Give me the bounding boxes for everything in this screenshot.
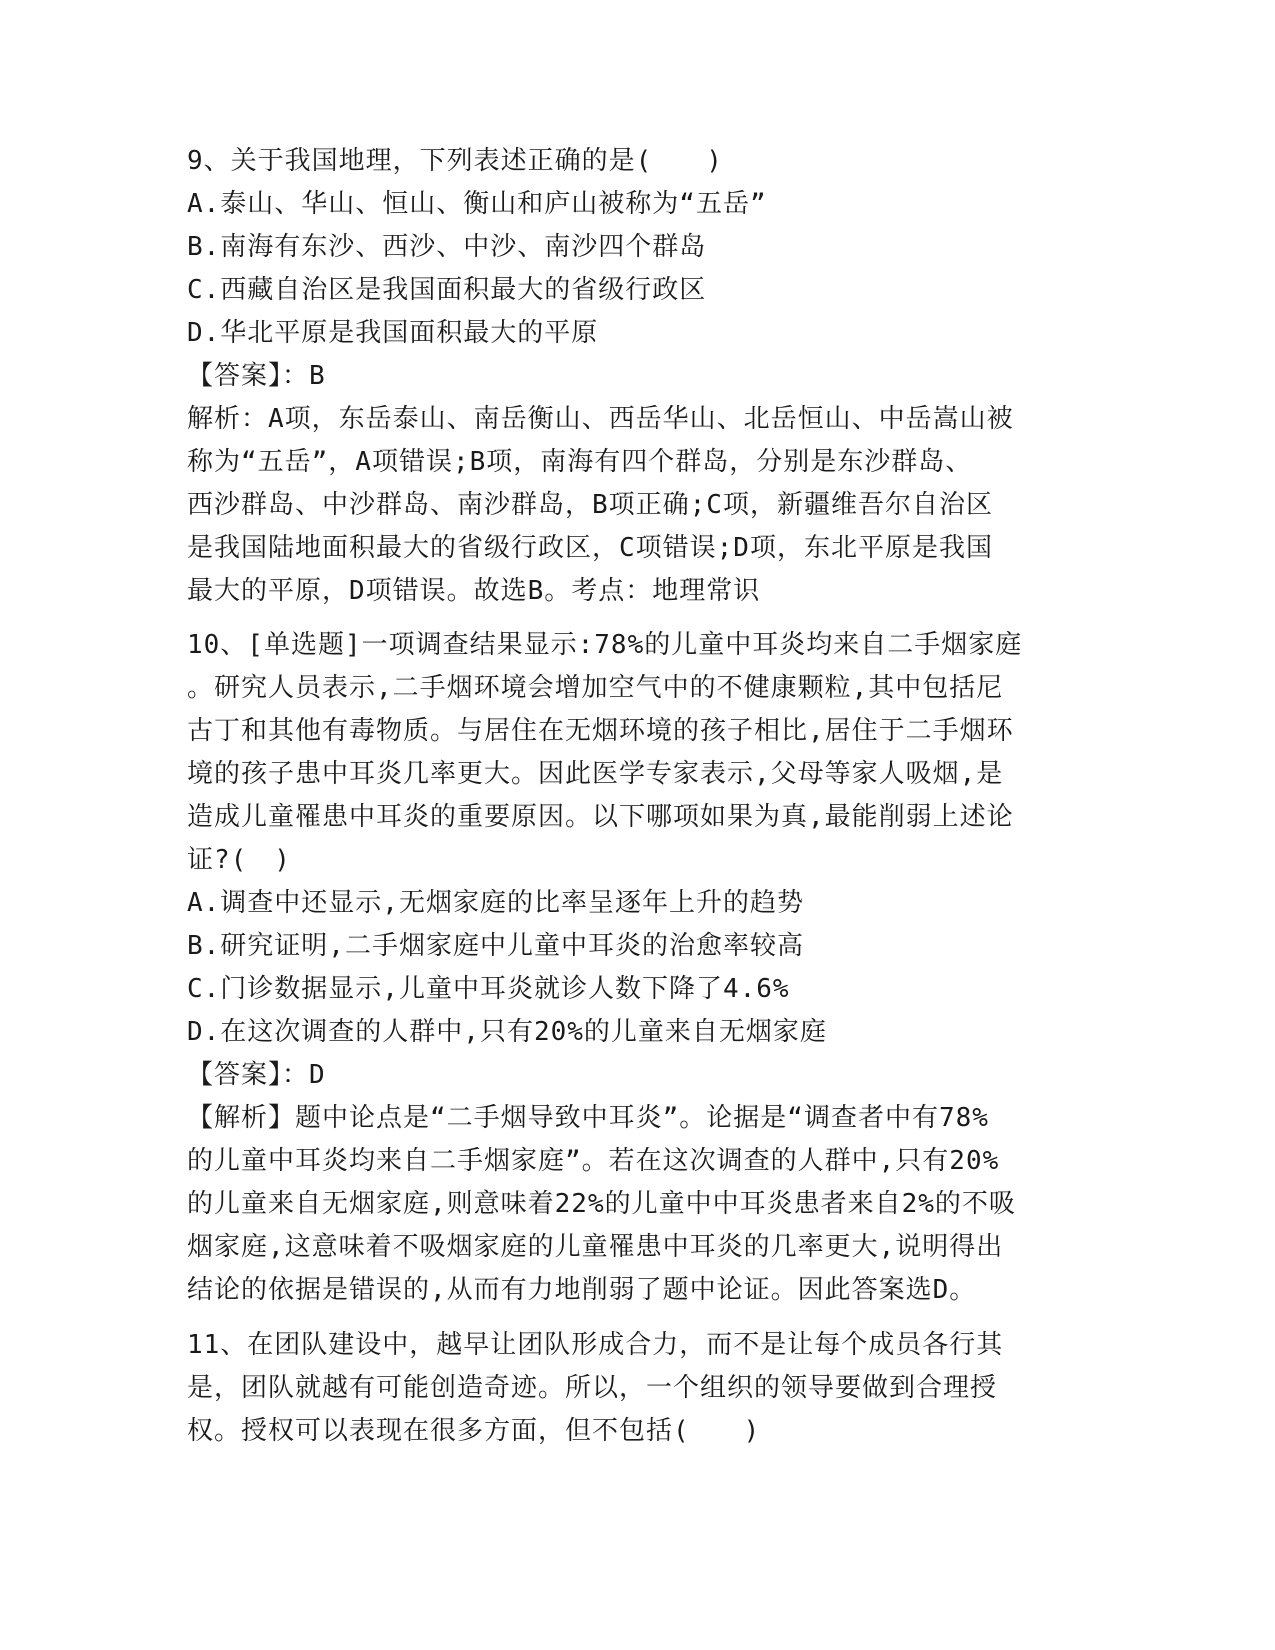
question-9-option-c: C.西藏自治区是我国面积最大的省级行政区 — [187, 275, 707, 305]
question-9-option-b: B.南海有东沙、西沙、中沙、南沙四个群岛 — [187, 232, 707, 262]
question-9-analysis-line: 解析：A项，东岳泰山、南岳衡山、西岳华山、北岳恒山、中岳嵩山被 — [187, 404, 1014, 434]
question-9-analysis-line: 是我国陆地面积最大的省级行政区，C项错误;D项，东北平原是我国 — [187, 533, 993, 563]
question-10-option-a: A.调查中还显示,无烟家庭的比率呈逐年上升的趋势 — [187, 888, 804, 918]
question-9-analysis-line: 西沙群岛、中沙群岛、南沙群岛，B项正确;C项，新疆维吾尔自治区 — [187, 490, 993, 520]
question-10-option-c: C.门诊数据显示,儿童中耳炎就诊人数下降了4.6% — [187, 974, 790, 1004]
question-10-text-line: 。研究人员表示,二手烟环境会增加空气中的不健康颗粒,其中包括尼 — [187, 673, 1004, 703]
question-10-text-line: 证?( ) — [187, 845, 291, 875]
question-11-text-line: 是，团队就越有可能创造奇迹。所以，一个组织的领导要做到合理授 — [187, 1373, 998, 1403]
question-10-option-b: B.研究证明,二手烟家庭中儿童中耳炎的治愈率较高 — [187, 931, 804, 961]
question-10-option-d: D.在这次调查的人群中,只有20%的儿童来自无烟家庭 — [187, 1017, 827, 1047]
question-10-analysis-line: 的儿童中耳炎均来自二手烟家庭”。若在这次调查的人群中,只有20% — [187, 1146, 1000, 1176]
question-9-answer: 【答案】：B — [187, 361, 326, 391]
question-9-option-a: A.泰山、华山、恒山、衡山和庐山被称为“五岳” — [187, 189, 767, 219]
question-10-text-line: 造成儿童罹患中耳炎的重要原因。以下哪项如果为真,最能削弱上述论 — [187, 802, 1014, 832]
question-10-text-line: 古丁和其他有毒物质。与居住在无烟环境的孩子相比,居住于二手烟环 — [187, 716, 1014, 746]
question-11-text-line: 权。授权可以表现在很多方面，但不包括( ) — [187, 1416, 761, 1446]
question-9-option-d: D.华北平原是我国面积最大的平原 — [187, 318, 599, 348]
question-10-analysis-line: 烟家庭,这意味着不吸烟家庭的儿童罹患中耳炎的几率更大,说明得出 — [187, 1232, 1004, 1262]
question-10-analysis-line: 结论的依据是错误的,从而有力地削弱了题中论证。因此答案选D。 — [187, 1275, 977, 1305]
question-10-analysis-line: 的儿童来自无烟家庭,则意味着22%的儿童中中耳炎患者来自2%的不吸 — [187, 1189, 1016, 1219]
question-9-analysis-line: 称为“五岳”，A项错误;B项，南海有四个群岛，分别是东沙群岛、 — [187, 447, 973, 477]
question-10-answer: 【答案】：D — [187, 1060, 326, 1090]
question-10-text-line: 境的孩子患中耳炎几率更大。因此医学专家表示,父母等家人吸烟,是 — [187, 759, 1004, 789]
question-9-analysis-line: 最大的平原，D项错误。故选B。考点：地理常识 — [187, 576, 761, 606]
question-10-text-line: 10、[单选题]一项调查结果显示:78%的儿童中耳炎均来自二手烟家庭 — [187, 630, 1023, 660]
question-9-text: 9、关于我国地理，下列表述正确的是( ) — [187, 146, 723, 176]
question-10-analysis-line: 【解析】题中论点是“二手烟导致中耳炎”。论据是“调查者中有78% — [187, 1103, 989, 1133]
question-11-text-line: 11、在团队建设中，越早让团队形成合力，而不是让每个成员各行其 — [187, 1330, 1004, 1360]
